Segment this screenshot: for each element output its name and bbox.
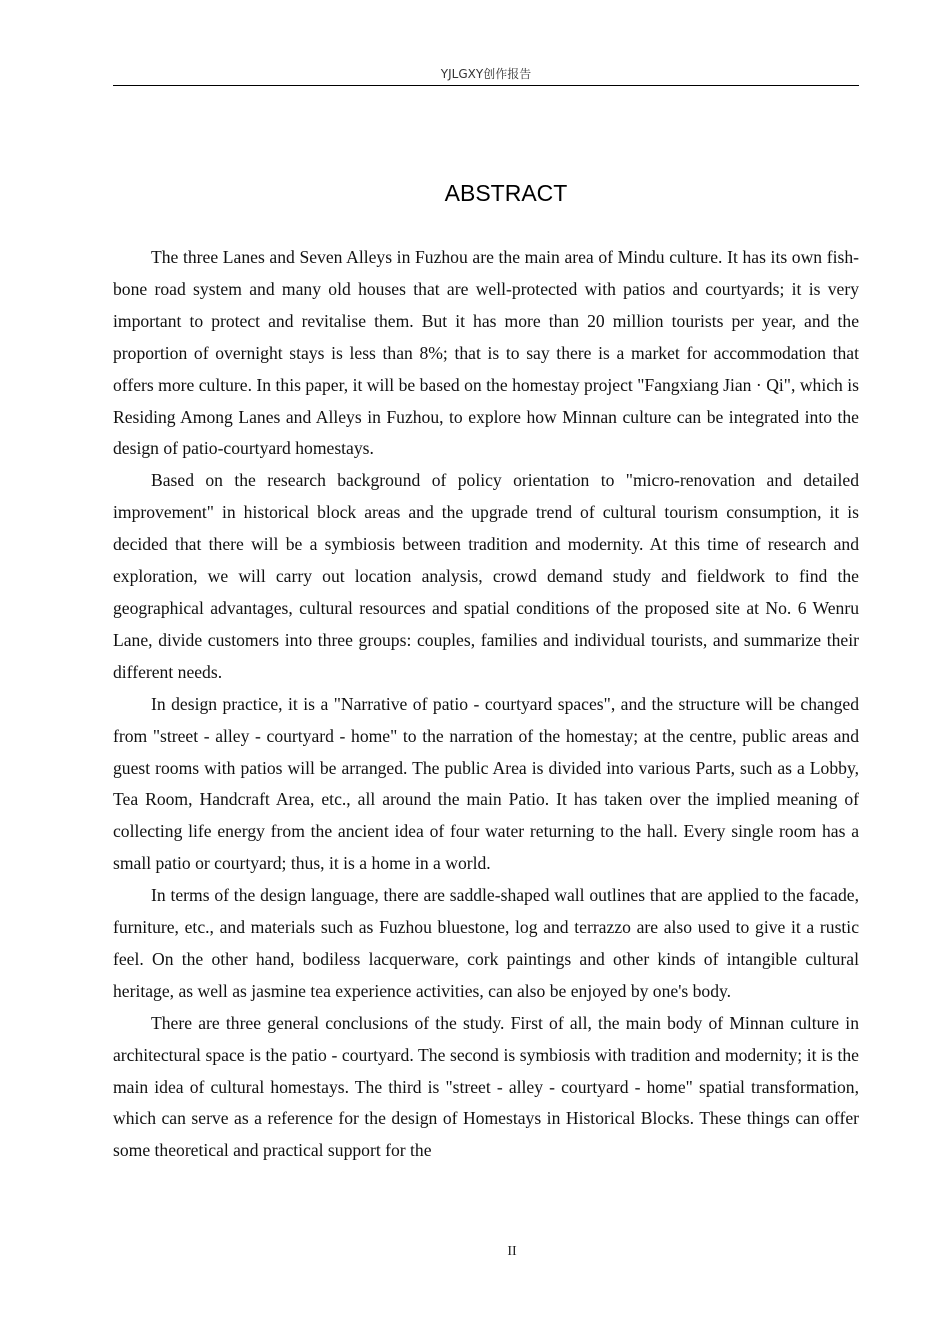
running-header: YJLGXY创作报告 xyxy=(440,67,532,81)
abstract-title: ABSTRACT xyxy=(444,180,568,206)
page-number: II xyxy=(507,1244,517,1259)
abstract-paragraph-2: Based on the research background of policy orientation to "micro-renovation and detailed improvement" in historical block areas and the upgrade trend of cultural tourism consumption, it is decided that there will be a symbiosis between tradition and modernity. At this time of research and exploration, we will carry out location analysis, crowd demand study and fieldwork to find the geographical advantages, cultural resources and spatial conditions of the proposed site at No. 6 Wenru Lane, divide customers into three groups: couples, families and individual tourists, and summarize their different needs. xyxy=(113,470,859,682)
header-divider xyxy=(113,85,859,86)
abstract-paragraph-1: The three Lanes and Seven Alleys in Fuzhou are the main area of Mindu culture. It has its own fish-bone road system and many old houses that are well-protected with patios and courtyards; it is very important to protect and revitalise them. But it has more than 20 million tourists per year, and the proportion of overnight stays is less than 8%; that is to say there is a market for accommodation that offers more culture. In this paper, it will be based on the homestay project "Fangxiang Jian · Qi", which is Residing Among Lanes and Alleys in Fuzhou, to explore how Minnan culture can be integrated into the design of patio-courtyard homestays. xyxy=(113,247,859,459)
abstract-paragraph-4: In terms of the design language, there are saddle-shaped wall outlines that are applied to the facade, furniture, etc., and materials such as Fuzhou bluestone, log and terrazzo are also used to give it a rustic feel. On the other hand, bodiless lacquerware, cork paintings and other kinds of intangible cultural heritage, as well as jasmine tea experience activities, can also be enjoyed by one's body. xyxy=(113,885,859,1001)
abstract-paragraph-3: In design practice, it is a "Narrative of patio - courtyard spaces", and the structure will be changed from "street - alley - courtyard - home" to the narration of the homestay; at the centre, public areas and guest rooms with patios will be arranged. The public Area is divided into various Parts, such as a Lobby, Tea Room, Handcraft Area, etc., all around the main Patio. It has taken over the implied meaning of collecting life energy from the ancient idea of four water returning to the hall. Every single room has a small patio or courtyard; thus, it is a home in a world. xyxy=(113,693,859,874)
abstract-body xyxy=(113,242,859,1167)
abstract-paragraph-5: There are three general conclusions of the study. First of all, the main body of Minnan culture in architectural space is the patio - courtyard. The second is symbiosis with tradition and modernity; it is the main idea of cultural homestays. The third is "street - alley - courtyard - home" spatial transformation, which can serve as a reference for the design of Homestays in Historical Blocks. These things can offer some theoretical and practical support for the xyxy=(113,1012,859,1161)
